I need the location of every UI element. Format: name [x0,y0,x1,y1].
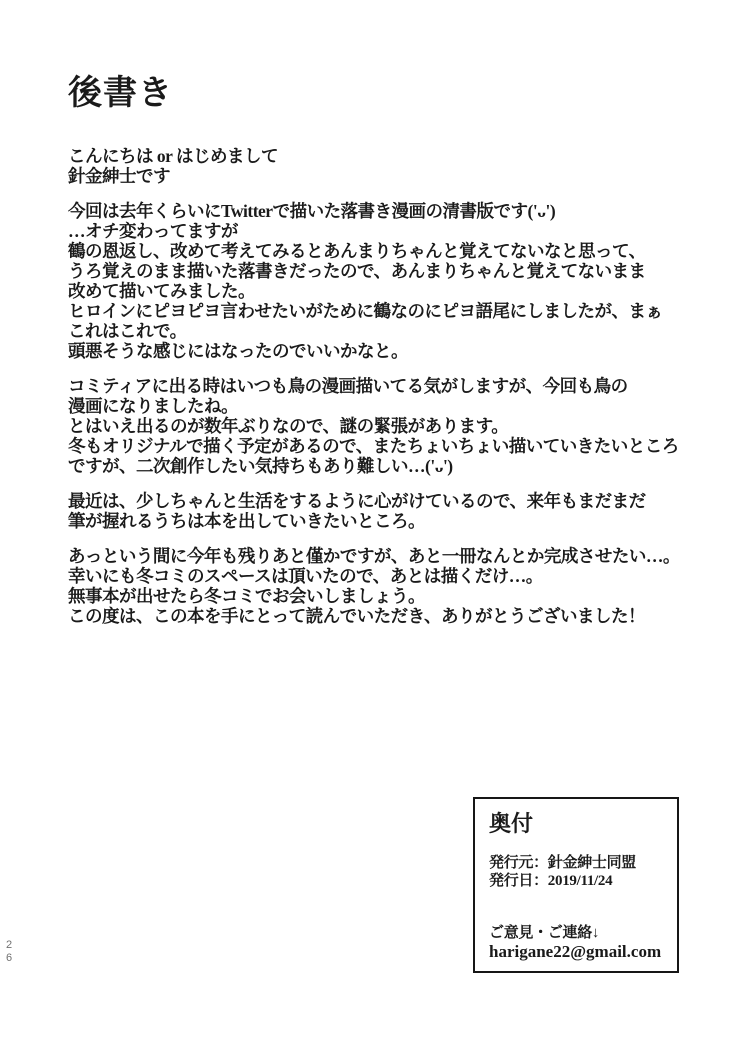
text-line: 無事本が出せたら冬コミでお会いしましょう。 [68,586,425,606]
text-line: あっという間に今年も残りあと僅かですが、あと一冊なんとか完成させたい…。 [68,546,680,566]
page-title: 後書き [68,75,173,112]
publish-date-line: 発行日：2019/11/24 [489,873,613,889]
text-line: 筆が握れるうちは本を出していきたいところ。 [68,511,425,531]
afterword-paragraph-about-manga [68,201,718,361]
contact-label: ご意見・ご連絡↓ [489,925,600,941]
colophon-box [473,797,679,973]
text-line: これはこれで。 [68,321,187,341]
publisher-line: 発行元：針金紳士同盟 [489,855,637,871]
text-line: …オチ変わってますが [68,221,238,241]
afterword-paragraph-closing [68,546,718,626]
page-number: 26 [3,939,15,965]
afterword-paragraph-life [68,491,718,531]
text-line: とはいえ出るのが数年ぶりなので、謎の緊張があります。 [68,416,509,436]
text-line: 冬もオリジナルで描く予定があるので、またちょいちょい描いていきたいところ [68,436,679,456]
colophon-title: 奥付 [489,811,534,836]
text-line: ヒロインにピヨピヨ言わせたいがために鶴なのにピヨ語尾にしましたが、まぁ [68,301,663,321]
text-line: うろ覚えのまま描いた落書きだったので、あんまりちゃんと覚えてないまま [68,261,646,281]
text-line: 幸いにも冬コミのスペースは頂いたので、あとは描くだけ…。 [68,566,543,586]
text-line: 改めて描いてみました。 [68,281,255,301]
afterword-paragraph-comitia [68,376,718,476]
text-line: コミティアに出る時はいつも鳥の漫画描いてる気がしますが、今回も鳥の [68,376,628,396]
afterword-page [68,76,718,641]
text-line: 漫画になりましたね。 [68,396,238,416]
email-address: harigane22@gmail.com [489,942,662,961]
text-line: 針金紳士です [68,166,170,186]
text-line: 頭悪そうな感じにはなったのでいいかなと。 [68,341,408,361]
text-line: この度は、この本を手にとって読んでいただき、ありがとうございました！ [68,606,645,626]
text-line: 最近は、少しちゃんと生活をするように心がけているので、来年もまだまだ [68,491,646,511]
text-line: 鶴の恩返し、改めて考えてみるとあんまりちゃんと覚えてないなと思って、 [68,241,646,261]
text-line: 今回は去年くらいにTwitterで描いた落書き漫画の清書版です('ᴗ') [68,201,556,221]
text-line: こんにちは or はじめまして [68,146,278,166]
afterword-paragraph-greeting [68,146,718,186]
text-line: ですが、二次創作したい気持ちもあり難しい…('ᴗ') [68,456,453,476]
